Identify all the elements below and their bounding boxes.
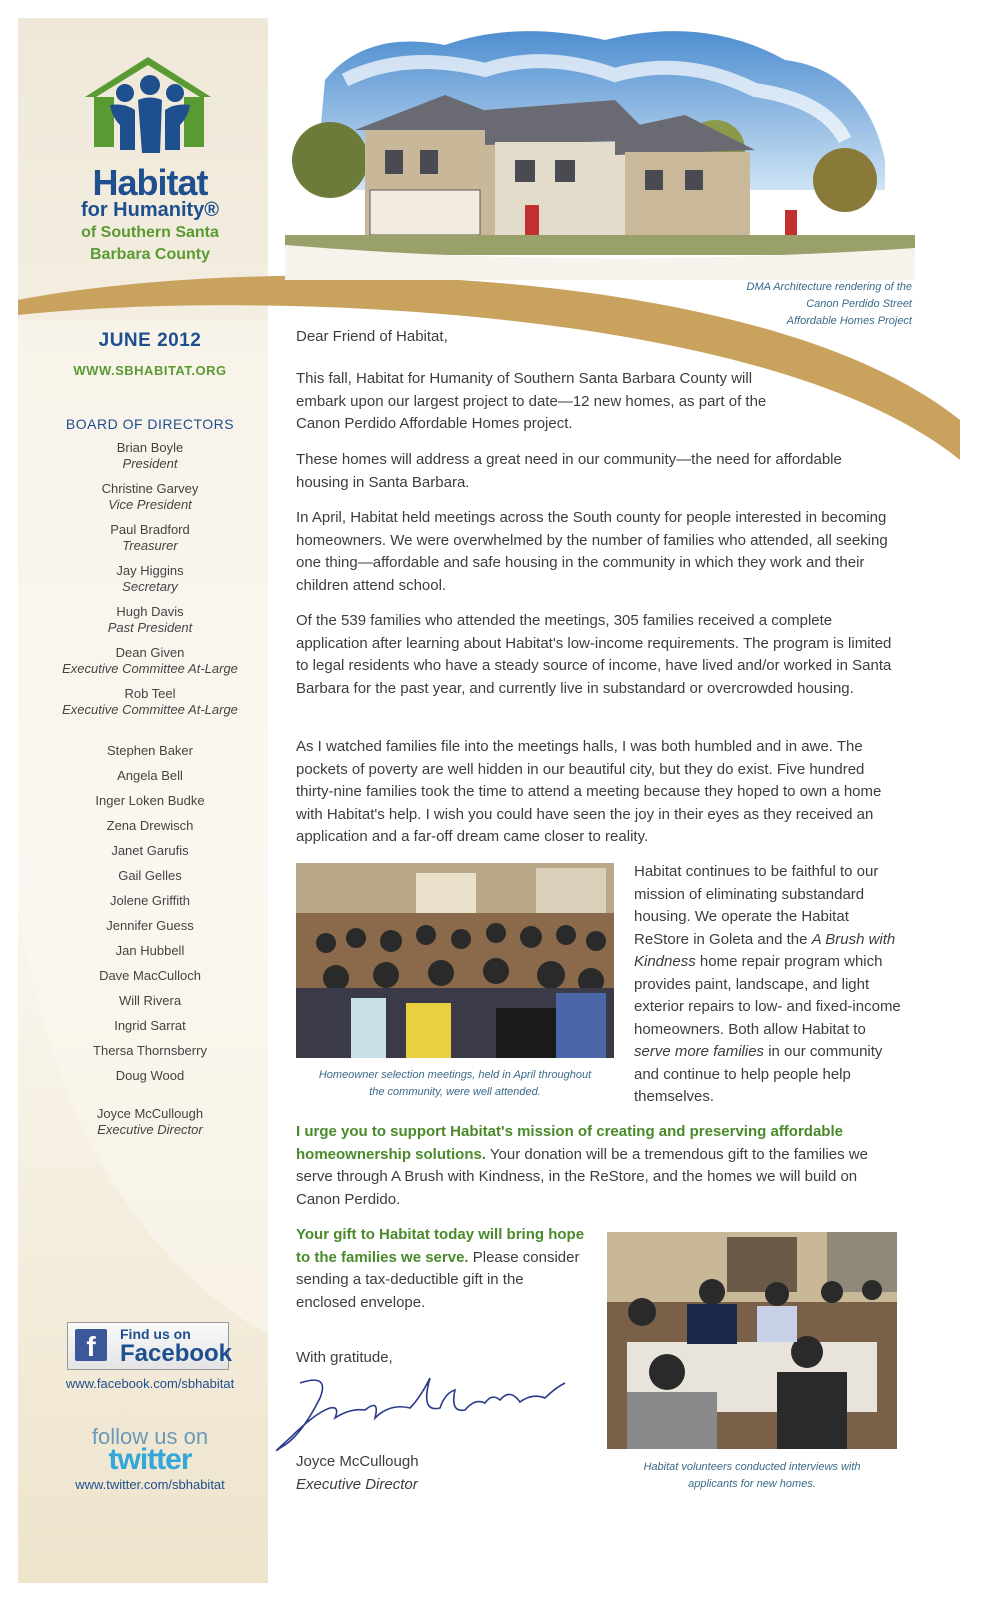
logo-name-line1: Habitat — [92, 162, 208, 203]
p8-appeal: Your gift to Habitat today will bring hope to the families we serve. — [296, 1226, 585, 1266]
signature — [270, 1368, 570, 1463]
board-member: Inger Loken Budke — [95, 793, 205, 808]
officer — [40, 440, 260, 472]
photo2-caption — [607, 1459, 897, 1493]
signer-name: Joyce McCullough — [296, 1453, 419, 1470]
photo1-caption-line2: the community, were well attended. — [369, 1086, 541, 1098]
logo-name-line3: of Southern Santa — [81, 224, 219, 241]
p7-rest: Your donation will be a tremendous gift to the families we serve through A Brush with Kindness, in the ReStore, and the homes we will build on Canon Perdido. — [296, 1145, 868, 1208]
p7-appeal: I urge you to support Habitat's mission of creating and preserving affordable homeownership solutions. — [296, 1123, 843, 1163]
habitat-logo — [80, 55, 220, 165]
officer-name: Paul Bradford — [110, 522, 190, 537]
officer-title: Vice President — [108, 497, 192, 512]
letter-paragraph-6 — [634, 861, 906, 1109]
interview-photo — [607, 1232, 897, 1449]
officer-name: Jay Higgins — [116, 563, 184, 578]
officer-title: Past President — [107, 620, 193, 635]
letter-closing: With gratitude, — [296, 1349, 393, 1366]
twitter-line1: follow us on — [91, 1424, 209, 1449]
house-rendering — [285, 20, 915, 280]
facebook-line2: Facebook — [120, 1340, 233, 1367]
officer-title: Executive Committee At-Large — [62, 661, 238, 676]
officer-name: Brian Boyle — [116, 440, 184, 455]
letter-paragraph-1: This fall, Habitat for Humanity of Southern Santa Barbara County will embark upon our largest project to date—12 new homes, as part of the Canon Perdido Affordable Homes project. — [296, 370, 767, 432]
officer-title: President — [122, 456, 178, 471]
logo-name-line2: for Humanity® — [80, 199, 220, 221]
board-member: Janet Garufis — [111, 843, 189, 858]
board-member: Zena Drewisch — [106, 818, 194, 833]
p6-part-a: Habitat continues to be faithful to our mission of eliminating substandard housing. We operate the Habitat ReStore in Goleta and the — [634, 863, 879, 948]
board-member: Jennifer Guess — [106, 918, 194, 933]
letter-paragraph-8 — [296, 1224, 586, 1314]
signer-title: Executive Director — [296, 1476, 418, 1493]
officer-title: Executive Committee At-Large — [62, 702, 238, 717]
header-caption-line2: Canon Perdido Street — [806, 298, 912, 310]
officer-name: Christine Garvey — [101, 481, 199, 496]
letter-greeting: Dear Friend of Habitat, — [296, 328, 448, 345]
officer-name: Hugh Davis — [116, 604, 184, 619]
letter-paragraph-4: Of the 539 families who attended the meetings, 305 families received a complete application after learning about Habitat's low-income requirements. The program is limited to legal residents who have a steady source of income, have lived and/or worked in Santa Barbara for the past year, and currently live in substandard or overcrowded housing. — [296, 612, 892, 697]
director — [40, 1106, 260, 1138]
meeting-photo — [296, 863, 614, 1058]
board-member: Doug Wood — [115, 1068, 185, 1083]
website-link[interactable]: WWW.SBHABITAT.ORG — [73, 363, 227, 378]
officer — [40, 645, 260, 677]
header-caption — [690, 279, 912, 330]
p6-part-b: home repair program which provides paint, landscape, and light exterior repairs to low- and fixed-income homeowners. Both allow Habitat to — [634, 953, 901, 1038]
board-member: Angela Bell — [117, 768, 183, 783]
officer-title: Treasurer — [122, 538, 178, 553]
officer-name: Dean Given — [115, 645, 185, 660]
issue-date: JUNE 2012 — [98, 330, 202, 351]
p6-emphasis-1: A Brush with Kindness — [634, 930, 896, 970]
facebook-url[interactable]: www.facebook.com/sbhabitat — [65, 1376, 235, 1391]
board-member: Will Rivera — [118, 993, 182, 1008]
p6-part-c: in our community and continue to help people help themselves. — [634, 1043, 883, 1105]
twitter-url[interactable]: www.twitter.com/sbhabitat — [75, 1477, 225, 1492]
officer — [40, 522, 260, 554]
p6-emphasis-2: serve more families — [634, 1043, 765, 1060]
header-caption-line3: Affordable Homes Project — [786, 315, 912, 327]
photo2-caption-line1: Habitat volunteers conducted interviews with — [643, 1461, 861, 1473]
photo1-caption — [296, 1067, 614, 1101]
letter-paragraph-5: As I watched families file into the meetings halls, I was both humbled and in awe. The pockets of poverty are well hidden in our beautiful city, but they do exist. Five hundred thirty-nine families took the time to attend a meeting because they hoped to own a home with Habitat's help. I wish you could have seen the joy in their eyes as they received an application and a far-off dream came closer to reality. — [296, 738, 882, 845]
logo-name-line4: Barbara County — [89, 246, 211, 263]
p8-rest: Please consider sending a tax-deductible gift in the enclosed envelope. — [296, 1248, 580, 1311]
board-member: Thersa Thornsberry — [93, 1043, 207, 1058]
letter-paragraph-7 — [296, 1121, 896, 1211]
officer — [40, 604, 260, 636]
board-heading: BOARD OF DIRECTORS — [65, 416, 235, 432]
officer-title: Secretary — [122, 579, 178, 594]
director-title: Executive Director — [97, 1122, 203, 1137]
twitter-logo[interactable]: twitter — [108, 1443, 192, 1476]
board-member: Gail Gelles — [118, 868, 182, 883]
officer — [40, 481, 260, 513]
facebook-icon: f — [75, 1329, 107, 1361]
board-list — [40, 440, 260, 1147]
director-name: Joyce McCullough — [96, 1106, 204, 1121]
board-member: Jan Hubbell — [115, 943, 185, 958]
board-member: Stephen Baker — [106, 743, 193, 758]
officer — [40, 563, 260, 595]
board-member: Jolene Griffith — [110, 893, 190, 908]
photo1-caption-line1: Homeowner selection meetings, held in April throughout — [318, 1069, 592, 1081]
facebook-button[interactable] — [67, 1322, 233, 1370]
facebook-line1: Find us on — [120, 1326, 191, 1342]
letter-paragraph-3: In April, Habitat held meetings across the South county for people interested in becoming homeowners. We were overwhelmed by the number of families who attended, all seeking one thing—affordable and safe housing in the community in which they work and their children attend school. — [296, 509, 888, 594]
header-caption-line1: DMA Architecture rendering of the — [746, 281, 912, 293]
officer — [40, 686, 260, 718]
board-member: Dave MacCulloch — [99, 968, 201, 983]
photo2-caption-line2: applicants for new homes. — [688, 1478, 816, 1490]
letter-paragraph-2: These homes will address a great need in our community—the need for affordable housing in Santa Barbara. — [296, 451, 842, 491]
officer-name: Rob Teel — [124, 686, 176, 701]
board-member: Ingrid Sarrat — [114, 1018, 186, 1033]
